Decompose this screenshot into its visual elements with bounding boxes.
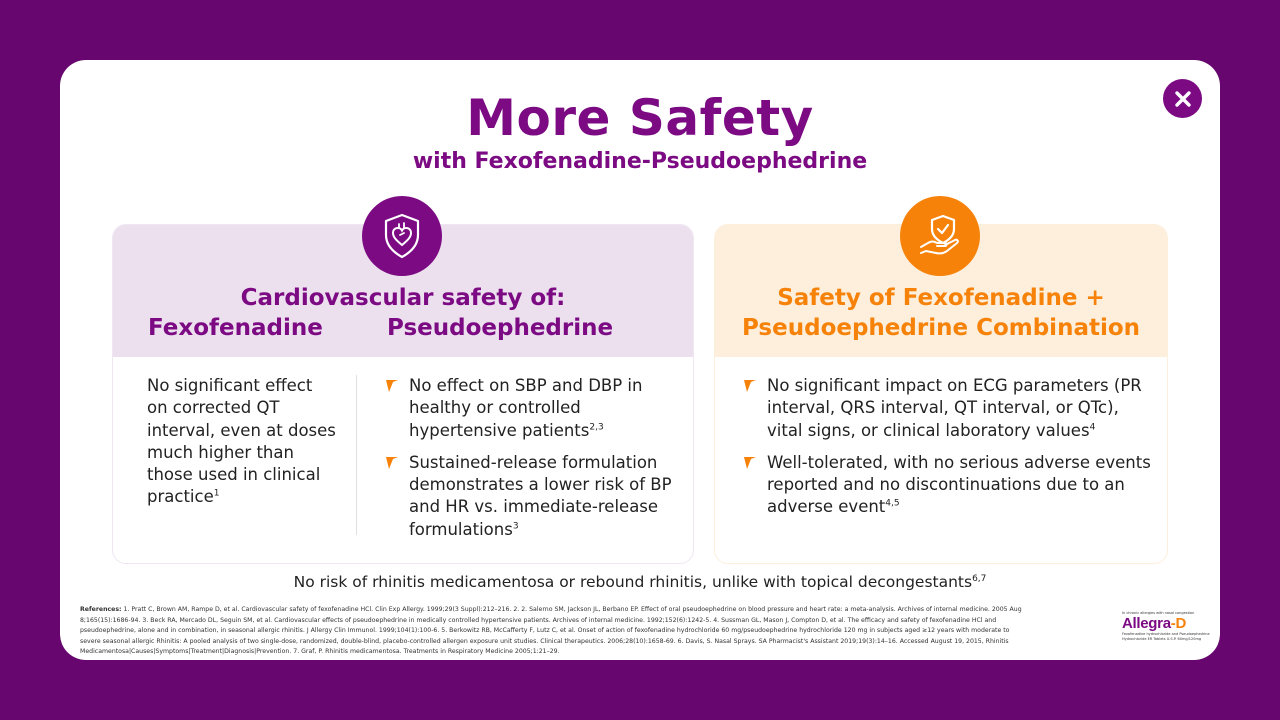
reference-superscript: 2,3 (589, 422, 604, 433)
references (80, 605, 1025, 658)
references-text: 1. Pratt C, Brown AM, Rampe D, et al. Cardiovascular safety of fexofenadine HCl. Clin Exp Allergy. 1999;29(3 Suppl):212–216. 2. 2. Salerno SM, Jackson JL, Berbano EP. Effect of oral pseudoephedrine on blood pressure and heart rate: a meta-analysis. Archives of internal medicine. 2005 Aug 8;165(15):1686-94. 3. Beck RA, Mercado DL, Seguin SM, et al. Cardiovascular effects of pseudoephedrine in medically controlled hypertensive patients. Archives of internal medicine. 1992;152(6):1242-5. 4. Sussman GL, Mason J, Compton D, et al. The efficacy and safety of fexofenadine HCl and pseudoephedrine, alone and in combination, in seasonal allergic rhinitis. J Allergy Clin Immunol. 1999;104(1):100-6. 5. Berkowitz RB, McCafferty F, Lutz C, et al. Onset of action of fexofenadine hydrochloride 60 mg/pseudoephedrine hydrochloride 120 mg in subjects aged ≥12 years with moderate to severe seasonal allergic Rhinitis: A pooled analysis of two single-dose, randomized, double-blind, placebo-controlled allergen exposure unit studies. Clinical therapeutics. 2006;28(10):1658-69. 6. Davis, S. Nasal Sprays. SA Pharmacist's Assistant 2019;19(3):14–16. Accessed August 19, 2015, Rhinitis Medicamentosa|Causes|Symptoms|Treatment|Diagnosis|Prevention. 7. Graf, P. Rhinitis medicamentosa. Treatments in Respiratory Medicine 2005;1:21–29. (80, 606, 1022, 655)
list-item: No significant impact on ECG parameters (PR interval, QRS interval, QT interval, or QTc), vital signs, or clinical laboratory values$^4$ (741, 375, 1151, 442)
column-divider (356, 375, 357, 535)
pseudoephedrine-heading: Pseudoephedrine (387, 315, 614, 341)
fexofenadine-heading: Fexofenadine (148, 315, 323, 341)
allegra-d-logo (1122, 611, 1212, 651)
logo-tagline: In chronic allergies with nasal congestion (1122, 611, 1195, 615)
reference-superscript: 6,7 (972, 573, 987, 584)
bullet-arrow-icon (385, 379, 399, 393)
reference-superscript: 4,5 (885, 498, 900, 509)
page-subtitle: with Fexofenadine-Pseudoephedrine (412, 149, 868, 174)
reference-superscript: 4 (1089, 422, 1096, 433)
logo-name: Allegra-D (1122, 615, 1186, 632)
list-item: No effect on SBP and DBP in healthy or controlled hypertensive patients$^{2,3}$ (383, 375, 688, 442)
hand-shield-badge (900, 196, 980, 276)
fexofenadine-description: No significant effect on corrected QT interval, even at doses much higher than those used in clinical practice$^1$ (147, 376, 336, 507)
list-item: Well-tolerated, with no serious adverse events reported and no discontinuations due to an adverse event$^{4,5}$ (741, 452, 1151, 519)
references-label: References: (80, 606, 122, 613)
cardiovascular-title: Cardiovascular safety of: (240, 285, 566, 311)
page-title: More Safety (466, 89, 814, 147)
heart-shield-icon (377, 211, 427, 261)
combination-bullets (741, 375, 1151, 529)
heart-shield-badge (362, 196, 442, 276)
content-card (60, 60, 1220, 660)
bullet-arrow-icon (743, 379, 757, 393)
reference-superscript: 3 (512, 521, 519, 532)
bullet-arrow-icon (385, 456, 399, 470)
combination-title: Safety of Fexofenadine + Pseudoephedrine Combination (741, 285, 1141, 341)
list-item: Sustained-release formulation demonstrates a lower risk of BP and HR vs. immediate-release formulations$^3$ (383, 452, 688, 541)
rhinitis-footnote: No risk of rhinitis medicamentosa or rebound rhinitis, unlike with topical decongestants$^{6,7}$ (293, 573, 987, 591)
pseudoephedrine-bullets (383, 375, 688, 551)
reference-superscript: 1 (213, 488, 220, 499)
logo-description: Fexofenadine hydrochloride and Pseudoephedrine Hydrochloride ER Tablets U.S.P. 60mg/120mg (1122, 632, 1210, 641)
hand-shield-check-icon (915, 211, 965, 261)
bullet-arrow-icon (743, 456, 757, 470)
